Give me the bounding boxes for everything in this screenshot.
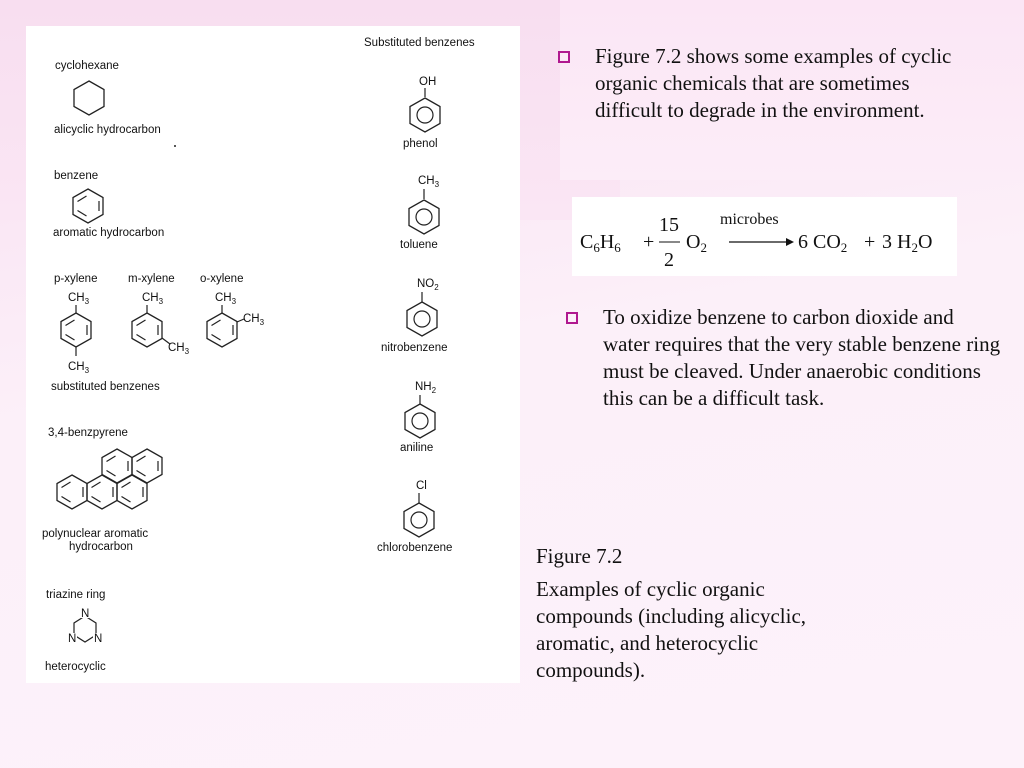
equation-svg xyxy=(572,197,957,276)
toluene-label: toluene xyxy=(400,239,438,251)
aniline-ring xyxy=(405,404,435,438)
aromatic-label: aromatic hydrocarbon xyxy=(53,227,165,239)
substituted-benzenes-label: substituted benzenes xyxy=(51,381,160,393)
triazine-ring xyxy=(68,608,102,645)
bullet-point-1 xyxy=(558,43,975,124)
aniline-group: $NH_2$ xyxy=(415,381,437,395)
nitrobenzene-label: nitrobenzene xyxy=(381,342,448,354)
aniline-label: aniline xyxy=(400,442,434,454)
p-xylene-ch3-bottom: $CH_3$ xyxy=(68,361,90,375)
benzene-ring xyxy=(73,189,103,223)
pah-label-line1: polynuclear aromatic xyxy=(42,528,149,540)
stray-dot xyxy=(174,145,176,147)
pah-label-line2: hydrocarbon xyxy=(69,541,133,553)
bullet-2-text: To oxidize benzene to carbon dioxide and water requires that the very stable benzene ring must be cleaved. Under anaerobic conditions this can be a difficult task. xyxy=(603,305,1001,410)
coefficient-numerator: 15 xyxy=(659,214,679,236)
chlorobenzene-label: chlorobenzene xyxy=(377,542,453,554)
product-h2o: 3 $H_2O$ xyxy=(882,231,933,255)
m-xylene-ch3-top: $CH_3$ xyxy=(142,292,164,306)
alicyclic-label: alicyclic hydrocarbon xyxy=(54,124,161,136)
chlorobenzene-group: Cl xyxy=(416,480,427,492)
benzene-oxidation-equation xyxy=(572,197,957,276)
p-xylene-label: p-xylene xyxy=(54,273,98,285)
phenol-group: OH xyxy=(419,76,437,88)
figure-caption xyxy=(536,543,836,684)
p-xylene-ch3-top: $CH_3$ xyxy=(68,292,90,306)
coefficient-denominator: 2 xyxy=(664,249,674,271)
hollow-square-icon xyxy=(558,51,570,63)
figure-7-2-panel xyxy=(26,26,520,683)
o-xylene-label: o-xylene xyxy=(200,273,244,285)
benzpyrene-label: 3,4-benzpyrene xyxy=(48,427,128,439)
toluene-ring xyxy=(409,200,439,234)
bullet-1-text: Figure 7.2 shows some examples of cyclic organic chemicals that are sometimes difficult to degrade in the environment. xyxy=(595,44,952,122)
caption-text: Examples of cyclic organic compounds (including alicyclic, aromatic, and heterocyclic compounds). xyxy=(536,577,807,682)
benzpyrene-structure xyxy=(57,449,162,509)
bullet-point-2 xyxy=(566,304,1003,412)
product-co2: 6 $CO_2$ xyxy=(798,231,848,255)
triazine-label: triazine ring xyxy=(46,589,106,601)
o-xylene-ch3-side: $CH_3$ xyxy=(243,313,265,327)
p-xylene-ring xyxy=(61,313,91,347)
heterocyclic-label: heterocyclic xyxy=(45,661,106,673)
chlorobenzene-ring xyxy=(404,503,434,537)
cyclohexane-ring xyxy=(74,81,104,115)
m-xylene-label: m-xylene xyxy=(128,273,175,285)
plus-sign-1: + xyxy=(643,231,655,253)
svg-text:N: N xyxy=(68,633,77,645)
toluene-group: $CH_3$ xyxy=(418,175,440,189)
reactant-benzene: $C_6H_6$ xyxy=(580,231,621,255)
caption-title: Figure 7.2 xyxy=(536,544,623,568)
o-xylene-ring xyxy=(207,313,237,347)
cyclohexane-label: cyclohexane xyxy=(55,60,119,72)
m-xylene-ring xyxy=(132,313,162,347)
hollow-square-icon xyxy=(566,312,578,324)
o-xylene-ch3-top: $CH_3$ xyxy=(215,292,237,306)
reactant-oxygen: $O_2$ xyxy=(686,231,707,255)
substituted-benzenes-heading: Substituted benzenes xyxy=(364,37,475,49)
m-xylene-ch3-side: $CH_3$ xyxy=(168,342,190,356)
svg-text:N: N xyxy=(94,633,103,645)
arrow-label: microbes xyxy=(720,211,779,228)
phenol-ring xyxy=(410,98,440,132)
benzene-label: benzene xyxy=(54,170,99,182)
plus-sign-2: + xyxy=(864,231,876,253)
chemical-structures-figure xyxy=(26,26,520,683)
nitrobenzene-ring xyxy=(407,302,437,336)
phenol-label: phenol xyxy=(403,138,438,150)
reaction-arrow-icon xyxy=(786,238,794,246)
svg-text:N: N xyxy=(81,608,90,620)
nitrobenzene-group: $NO_2$ xyxy=(417,278,439,292)
